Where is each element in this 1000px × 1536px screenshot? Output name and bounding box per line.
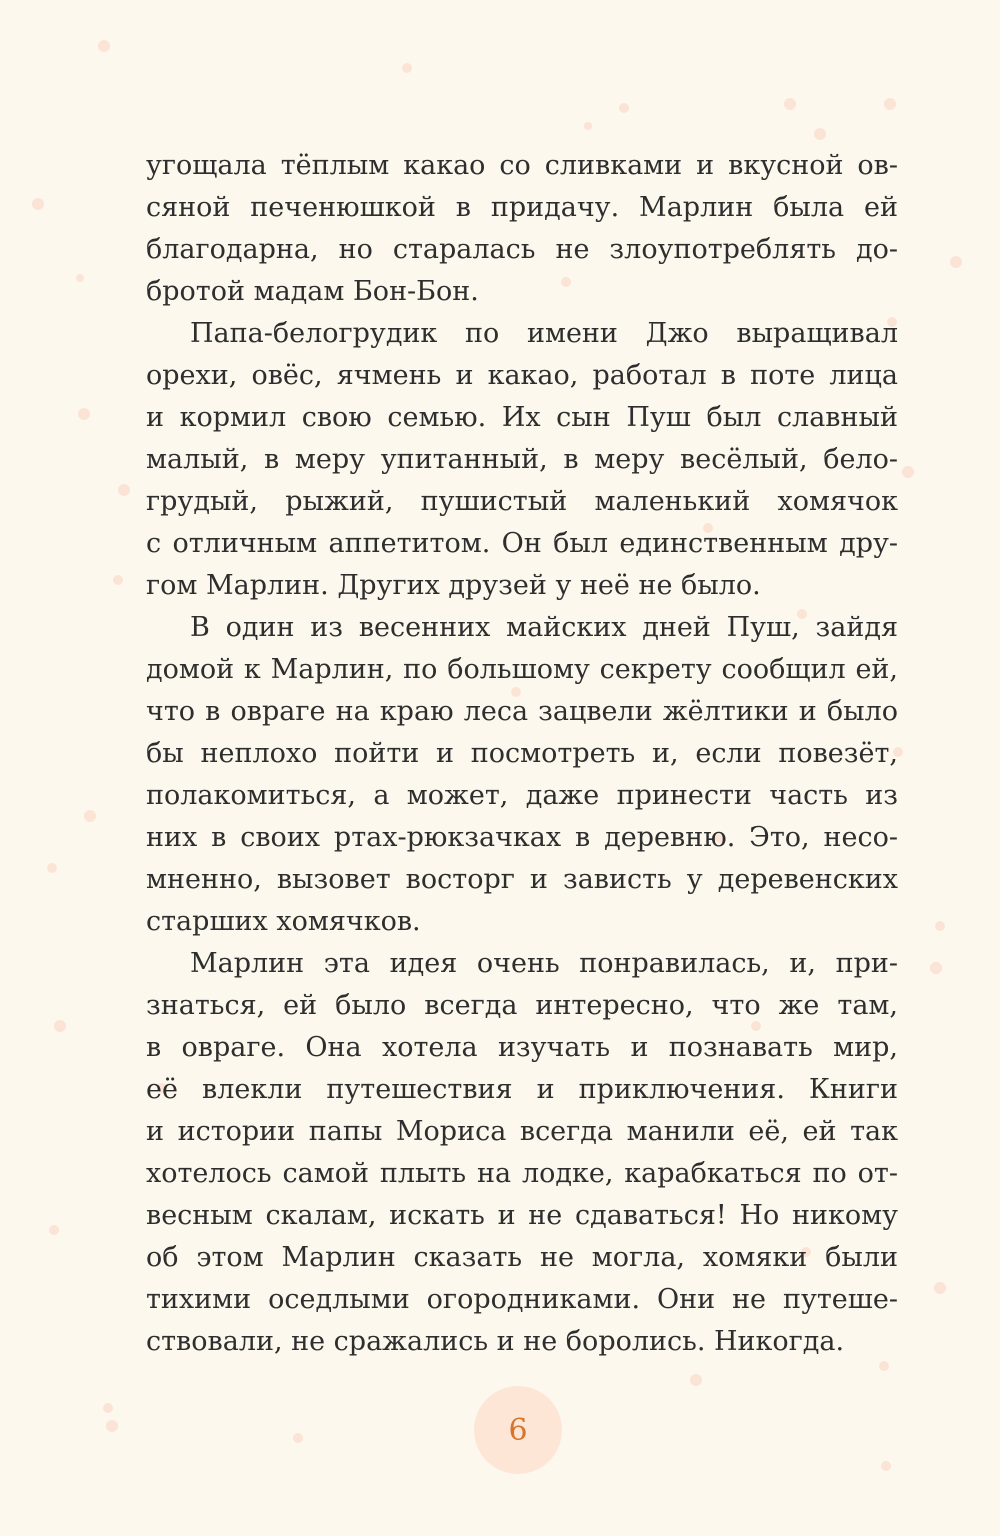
text-line: Папа-белогрудик по имени Джо выращивал (190, 318, 898, 349)
text-line: с отличным аппетитом. Он был единственным дру- (146, 528, 898, 559)
text-line: бротой мадам Бон-Бон. (146, 276, 479, 307)
body-text (146, 145, 898, 1363)
text-line: об этом Марлин сказать не могла, хомяки были (146, 1242, 898, 1273)
paragraph (146, 313, 898, 607)
text-line: них в своих ртах-рюкзачках в деревню. Это, несо- (146, 822, 898, 853)
text-line: что в овраге на краю леса зацвели жёлтики и было (146, 696, 898, 727)
text-line: полакомиться, а может, даже принести часть из (146, 780, 898, 811)
text-line: старших хомячков. (146, 906, 421, 937)
text-line: и кормил свою семью. Их сын Пуш был славный (146, 402, 898, 433)
text-line: в овраге. Она хотела изучать и познавать мир, (146, 1032, 898, 1063)
text-line: хотелось самой плыть на лодке, карабкаться по от- (146, 1158, 898, 1189)
text-line: орехи, овёс, ячмень и какао, работал в поте лица (146, 360, 898, 391)
text-line: её влекли путешествия и приключения. Книги (146, 1074, 898, 1105)
text-line: весным скалам, искать и не сдаваться! Но никому (146, 1200, 898, 1231)
text-line: малый, в меру упитанный, в меру весёлый, бело- (146, 444, 898, 475)
page-number: 6 (474, 1386, 562, 1474)
text-line: мненно, вызовет восторг и зависть у деревенских (146, 864, 898, 895)
paragraph (146, 943, 898, 1363)
text-line: В один из весенних майских дней Пуш, зайдя (190, 612, 898, 643)
text-line: и истории папы Мориса всегда манили её, ей так (146, 1116, 898, 1147)
text-line: грудый, рыжий, пушистый маленький хомячок (146, 486, 898, 517)
text-line: домой к Марлин, по большому секрету сообщил ей, (146, 654, 898, 685)
text-line: тихими оседлыми огородниками. Они не путеше- (146, 1284, 898, 1315)
text-line: бы неплохо пойти и посмотреть и, если повезёт, (146, 738, 898, 769)
text-line: угощала тёплым какао со сливками и вкусной ов- (146, 150, 898, 181)
paragraph (146, 607, 898, 943)
text-line: Марлин эта идея очень понравилась, и, при- (190, 948, 898, 979)
paragraph (146, 145, 898, 313)
text-line: благодарна, но старалась не злоупотреблять до- (146, 234, 898, 265)
text-line: гом Марлин. Других друзей у неё не было. (146, 570, 761, 601)
text-line: сяной печенюшкой в придачу. Марлин была ей (146, 192, 898, 223)
text-line: знаться, ей было всегда интересно, что же там, (146, 990, 898, 1021)
text-line: ствовали, не сражались и не боролись. Никогда. (146, 1326, 845, 1357)
